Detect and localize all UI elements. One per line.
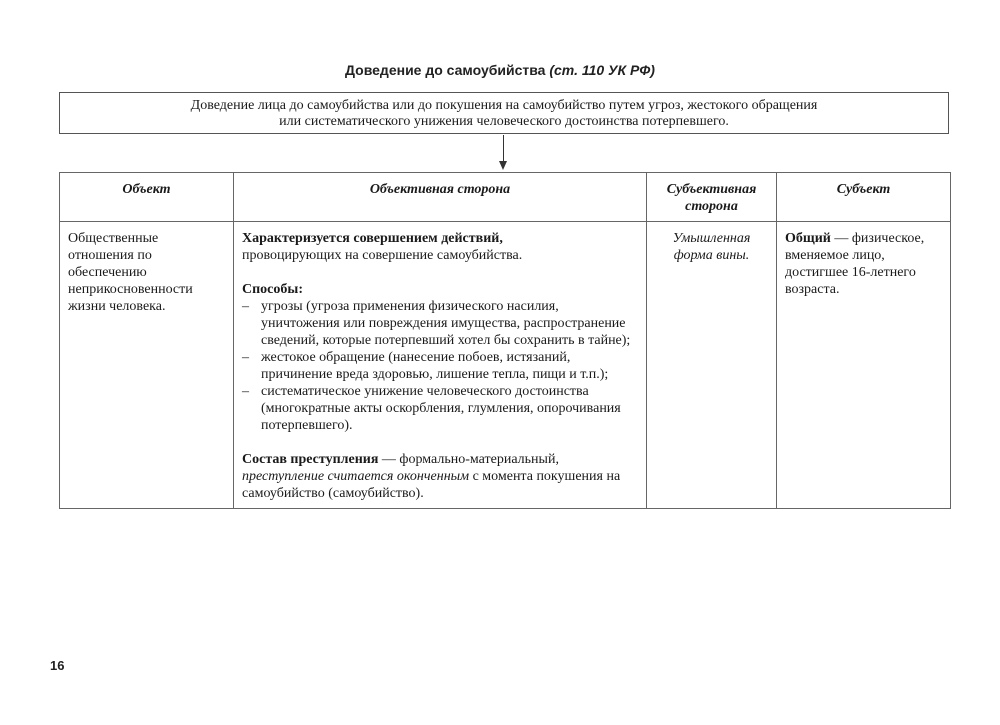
- objective-lead-rest: провоцирующих на совершение самоубийства.: [242, 248, 523, 263]
- table-row: [60, 222, 951, 509]
- title-main: Доведение до самоубийства: [345, 62, 546, 78]
- objective-lead: [242, 230, 638, 264]
- header-subjective-side: Субъективная сторона: [647, 173, 777, 222]
- cell-objective-side: [234, 222, 647, 509]
- definition-line-1: Доведение лица до самоубийства или до покушения на самоубийство путем угроз, жестокого обращения: [190, 98, 818, 113]
- cell-object: [60, 222, 234, 509]
- subject-bold: Общий: [785, 231, 831, 246]
- composition-bold: Состав преступления: [242, 452, 379, 467]
- objective-lead-bold: Характеризуется совершением действий,: [242, 231, 503, 246]
- arrow-down-icon: [499, 161, 507, 170]
- page-title: [0, 62, 1000, 78]
- subjective-side-text: Умышленная форма вины.: [672, 231, 751, 263]
- composition-text: [242, 451, 638, 502]
- list-item: – жестокое обращение (нанесение побоев, истязаний, причинение вреда здоровью, лишение тепла, пищи и т.п.);: [242, 349, 638, 383]
- composition-rest: — формально-материальный,: [378, 452, 559, 467]
- methods-label: Способы:: [242, 282, 303, 297]
- definition-box: [59, 92, 949, 134]
- list-item: – угрозы (угроза применения физического насилия, уничтожения или повреждения имущества, распространение сведений, которые потерпевший хотел бы сохранить в тайне);: [242, 298, 638, 349]
- object-text: Общественные отношения по обеспечению неприкосновенности жизни человека.: [68, 231, 193, 314]
- methods-list: [242, 298, 638, 434]
- header-objective-side: Объективная сторона: [234, 173, 647, 222]
- cell-subjective-side: [647, 222, 777, 509]
- composition-tail: с момента покушения на самоубийство (самоубийство).: [242, 469, 621, 501]
- crime-elements-table: [59, 172, 951, 509]
- list-item: – систематическое унижение человеческого достоинства (многократные акты оскорбления, глумления, опорочивания потерпевшего).: [242, 383, 638, 434]
- title-article-ref: (ст. 110 УК РФ): [549, 62, 655, 78]
- subject-rest: — физическое, вменяемое лицо, достигшее 16-летнего возраста.: [785, 231, 925, 297]
- composition-italic: преступление считается оконченным: [242, 469, 470, 484]
- page-number: 16: [50, 658, 65, 673]
- header-subject: Субъект: [777, 173, 951, 222]
- cell-subject: [777, 222, 951, 509]
- table-header-row: [60, 173, 951, 222]
- connector-arrow-line: [503, 135, 504, 162]
- header-object: Объект: [60, 173, 234, 222]
- definition-line-2: или систематического унижения человеческого достоинства потерпевшего.: [279, 114, 729, 129]
